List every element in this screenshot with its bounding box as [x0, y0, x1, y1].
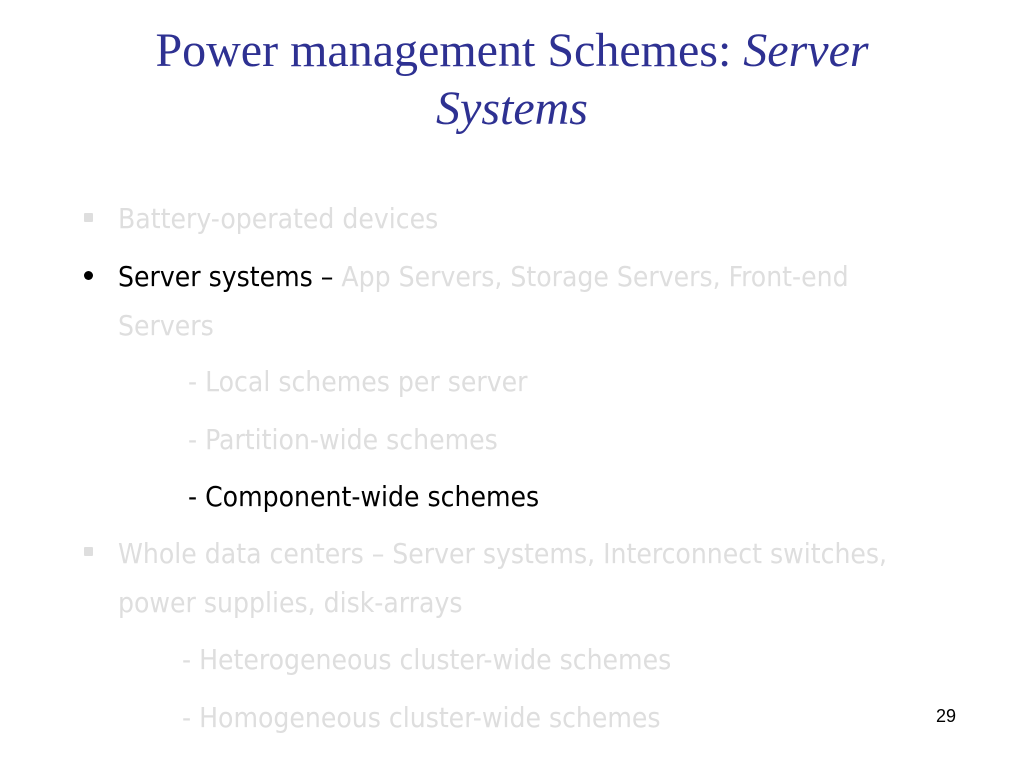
- bullet-icon: [84, 271, 93, 280]
- bullet-data-centers-cont: power supplies, disk-arrays: [118, 586, 463, 619]
- server-systems-label: Server systems –: [118, 260, 342, 293]
- sub-heterogeneous-schemes: - Heterogeneous cluster-wide schemes: [182, 643, 672, 676]
- server-systems-detail: App Servers, Storage Servers, Front-end: [341, 260, 849, 293]
- page-number: 29: [936, 706, 957, 726]
- bullet-icon: [84, 213, 93, 222]
- bullet-battery-devices: Battery-operated devices: [118, 202, 439, 235]
- sub-component-schemes: - Component-wide schemes: [188, 480, 540, 513]
- slide-title: [0, 22, 1024, 138]
- bullet-icon: [84, 547, 93, 556]
- sub-homogeneous-schemes: - Homogeneous cluster-wide schemes: [182, 701, 661, 734]
- title-plain: Power management Schemes:: [155, 24, 744, 77]
- bullet-data-centers: Whole data centers – Server systems, Interconnect switches,: [118, 537, 888, 570]
- server-systems-detail-cont: Servers: [118, 309, 214, 342]
- sub-local-schemes: - Local schemes per server: [188, 365, 528, 398]
- title-italic-line1: Server: [743, 24, 869, 77]
- title-italic-line2: Systems: [436, 82, 588, 135]
- sub-partition-schemes: - Partition-wide schemes: [188, 423, 498, 456]
- bullet-server-systems: [118, 262, 849, 292]
